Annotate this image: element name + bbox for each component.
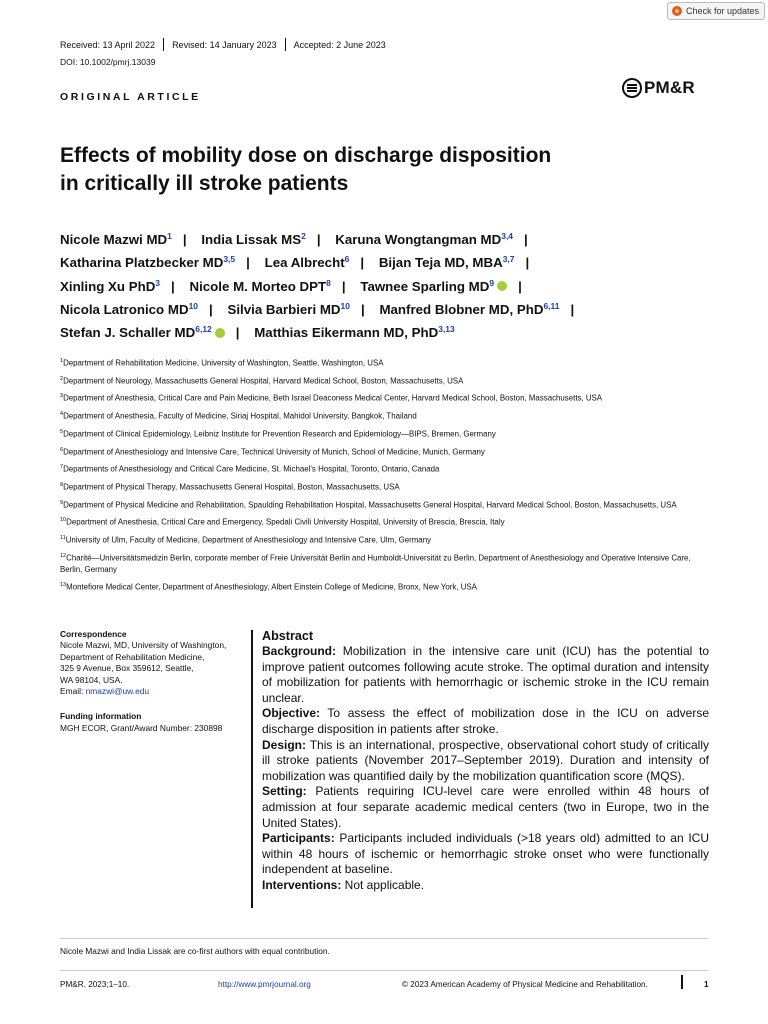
correspondence-line: WA 98104, USA.	[60, 674, 123, 685]
author-affiliation[interactable]: 3,4	[501, 231, 514, 241]
author-name: Nicole Mazwi MD	[60, 232, 168, 247]
author-name: Nicola Latronico MD	[60, 301, 189, 317]
abstract-section: Setting: Patients requiring ICU-level care were enrolled within 48 hours of admission at four separate academic medical centers (two in Europe, two in the United States).	[262, 784, 709, 830]
footer-url-wrap	[218, 980, 311, 989]
article-title	[60, 142, 620, 198]
author-line: Nicole Mazwi $MD^1$ | India Lissak $MS^2$ | Karuna Wongtangman MD$^{3,4}$ |	[60, 231, 528, 247]
affiliation-item: $^4$Department of Anesthesia, Faculty of Medicine, Siriaj Hospital, Mahidol University, Bangkok, Thailand	[60, 411, 417, 421]
column-divider	[251, 630, 253, 908]
author-line: Stefan J. Schaller MD$^{6,12}$ | Matthias Eikermann MD, PhD$^{3,13}$	[60, 324, 455, 341]
abstract-section: Design: This is an international, prospective, observational cohort study of critically ill stroke patients (November 2017–September 2019). Duration and intensity of mobilization was quantified daily by the mobilization quantification score (MQS).	[262, 737, 709, 783]
author-affiliation[interactable]: 3,5	[223, 254, 236, 265]
author-line: Nicola Latronico MD$^{10}$ | Silvia Barbieri MD$^{10}$ | Manfred Blobner MD, PhD$^{6,11}$ |	[60, 300, 575, 317]
abstract-section: Participants: Participants included individuals (>18 years old) admitted to an ICU within 48 hours of ischemic or hemorrhagic stroke onset who were functionally independent at baseline.	[262, 831, 709, 877]
footnote: Nicole Mazwi and India Lissak are co-first authors with equal contribution.	[60, 946, 330, 956]
author-name: Bijan Teja MD, MBA	[378, 255, 503, 271]
sidebar-info	[60, 629, 245, 734]
correspondence-line: Nicole Mazwi, MD, University of Washington,	[60, 640, 227, 651]
check-for-updates-label: Check for updates	[686, 6, 760, 16]
affiliation-item: $^9$Department of Physical Medicine and Rehabilitation, Spaulding Rehabilitation Hospital, Massachusetts General Hospital, Harvard Medical School, Boston, Massachusetts, USA	[60, 499, 677, 510]
funding-heading: Funding information	[60, 711, 142, 722]
affiliation-item: $^{11}$University of Ulm, Faculty of Medicine, Department of Anesthesiology and Intensive Care, Ulm, Germany	[60, 535, 432, 545]
author-list	[60, 228, 700, 344]
abstract-section: Background: Mobilization in the intensive care unit (ICU) has the potential to improve patient outcomes following acute stroke. The optimal duration and intensity of mobilization for patients with hemorrhagic or ischemic stroke in the ICU remain unclear.	[262, 644, 709, 705]
author-name: Katharina Platzbecker MD	[60, 255, 224, 271]
correspondence-line: 325 9 Avenue, Box 359612, Seattle,	[60, 663, 194, 674]
author-affiliation[interactable]: 9	[489, 277, 495, 288]
author-affiliation[interactable]: 3,7	[502, 254, 515, 265]
revised-date: Revised: 14 January 2023	[172, 39, 277, 50]
author-line: Katharina Platzbecker MD$^{3,5}$ | Lea Albrecht$^6$ | Bijan Teja MD, MBA$^{3,7}$ |	[60, 254, 530, 271]
author-name: Tawnee Sparling MD	[360, 278, 490, 294]
correspondence-email-line: Email: nmazwi@uw.edu	[60, 686, 150, 697]
author-affiliation[interactable]: 6,11	[543, 300, 560, 311]
article-type: ORIGINAL ARTICLE	[60, 91, 201, 103]
author-name: Manfred Blobner MD, PhD	[379, 301, 544, 317]
affiliation-item: $^2$Department of Neurology, Massachusetts General Hospital, Harvard Medical School, Boston, Massachusetts, USA	[60, 375, 464, 386]
orcid-icon[interactable]	[497, 281, 507, 291]
affiliation-item: $^{13}$Montefiore Medical Center, Department of Anesthesiology, Albert Einstein College of Medicine, Bronx, New York, USA	[60, 581, 477, 592]
article-title-line: Effects of mobility dose on discharge disposition	[60, 144, 552, 167]
affiliation-item: $^3$Department of Anesthesia, Critical Care and Pain Medicine, Beth Israel Deaconess Medical Center, Harvard Medical School, Boston, Massachusetts, USA	[60, 393, 603, 404]
affiliation-item: $^8$Department of Physical Therapy, Massachusetts General Hospital, Boston, Massachusetts, USA	[60, 482, 400, 492]
orcid-icon[interactable]	[215, 328, 225, 338]
affiliation-item: $^5$Department of Clinical Epidemiology, Leibniz Institute for Prevention Research and Epidemiology—BIPS, Bremen, Germany	[60, 428, 496, 439]
author-name: Xinling Xu PhD	[60, 278, 156, 294]
date-separator	[285, 38, 286, 51]
date-separator	[163, 38, 164, 51]
footer-divider	[60, 970, 708, 971]
correspondence-heading: Correspondence	[60, 629, 127, 639]
footer-separator	[681, 975, 683, 989]
author-name: Silvia Barbieri MD	[227, 301, 341, 317]
check-for-updates-button[interactable]	[667, 2, 765, 20]
abstract-section: Objective: To assess the effect of mobilization dose in the ICU on adverse discharge disposition in patients after stroke.	[262, 706, 709, 736]
journal-url-link[interactable]: http://www.pmrjournal.org	[218, 980, 311, 989]
correspondence-email-link[interactable]: nmazwi@uw.edu	[85, 686, 150, 697]
affiliation-item: $^{12}$Charité—Universitätsmedizin Berlin, corporate member of Freie Universität Berlin and Humboldt-Universität zu Berlin, Department of Anesthesiology and Operative Intensive Care, Berlin, Germany	[60, 552, 691, 574]
footer-copyright: © 2023 American Academy of Physical Medicine and Rehabilitation.	[402, 980, 648, 989]
abstract-section: Interventions: Not applicable.	[262, 877, 425, 892]
abstract-heading: Abstract	[262, 629, 314, 643]
funding-text: MGH ECOR, Grant/Award Number: 230898	[60, 722, 223, 733]
affiliation-item: $^1$Department of Rehabilitation Medicine, University of Washington, Seattle, Washington, USA	[60, 358, 384, 368]
affiliation-item: $^6$Department of Anesthesiology and Intensive Care, Technical University of Munich, School of Medicine, Munich, Germany	[60, 446, 485, 457]
doi: DOI: 10.1002/pmrj.13039	[60, 57, 156, 67]
author-line: Xinling Xu PhD$^3$ | Nicole M. Morteo DPT$^8$ | Tawnee Sparling $MD^9$ |	[60, 277, 522, 294]
author-name: Lea Albrecht	[264, 255, 345, 271]
author-affiliation[interactable]: 6	[344, 254, 350, 265]
author-name: Matthias Eikermann MD, PhD	[254, 325, 439, 341]
affiliations	[60, 356, 710, 598]
author-name: Karuna Wongtangman MD	[335, 232, 502, 247]
author-name: India Lissak MS	[201, 232, 302, 247]
author-affiliation[interactable]: 10	[340, 300, 351, 311]
author-affiliation[interactable]: 8	[326, 277, 331, 288]
footnote-divider	[60, 938, 708, 939]
affiliation-item: $^{10}$Department of Anesthesia, Critical Care and Emergency, Spedali Civili University Hospital, University of Brescia, Brescia, Italy	[60, 517, 505, 528]
author-affiliation[interactable]: 3	[155, 277, 161, 288]
journal-logo-text: PM&R	[644, 78, 695, 97]
journal-logo-icon	[622, 78, 642, 98]
author-name: Stefan J. Schaller MD	[60, 325, 196, 341]
page-number: 1	[704, 980, 709, 989]
author-affiliation[interactable]: 6,12	[195, 324, 212, 335]
correspondence-line: Department of Rehabilitation Medicine,	[60, 651, 205, 662]
footer-citation: PM&R. 2023;1–10.	[60, 980, 130, 989]
author-affiliation[interactable]: 2	[301, 231, 306, 241]
author-affiliation[interactable]: 10	[188, 300, 199, 311]
author-affiliation[interactable]: 3,13	[438, 324, 455, 335]
updates-icon	[672, 6, 682, 16]
author-affiliation[interactable]: 1	[167, 231, 172, 241]
abstract	[262, 628, 709, 894]
accepted-date: Accepted: 2 June 2023	[293, 39, 386, 50]
article-title-line: in critically ill stroke patients	[60, 172, 349, 195]
article-dates	[60, 38, 386, 51]
author-name: Nicole M. Morteo DPT	[189, 278, 327, 294]
affiliation-item: $^7$Departments of Anesthesiology and Critical Care Medicine, St. Michael's Hospital, Toronto, Ontario, Canada	[60, 464, 440, 474]
journal-logo	[622, 78, 695, 98]
received-date: Received: 13 April 2022	[60, 39, 156, 50]
